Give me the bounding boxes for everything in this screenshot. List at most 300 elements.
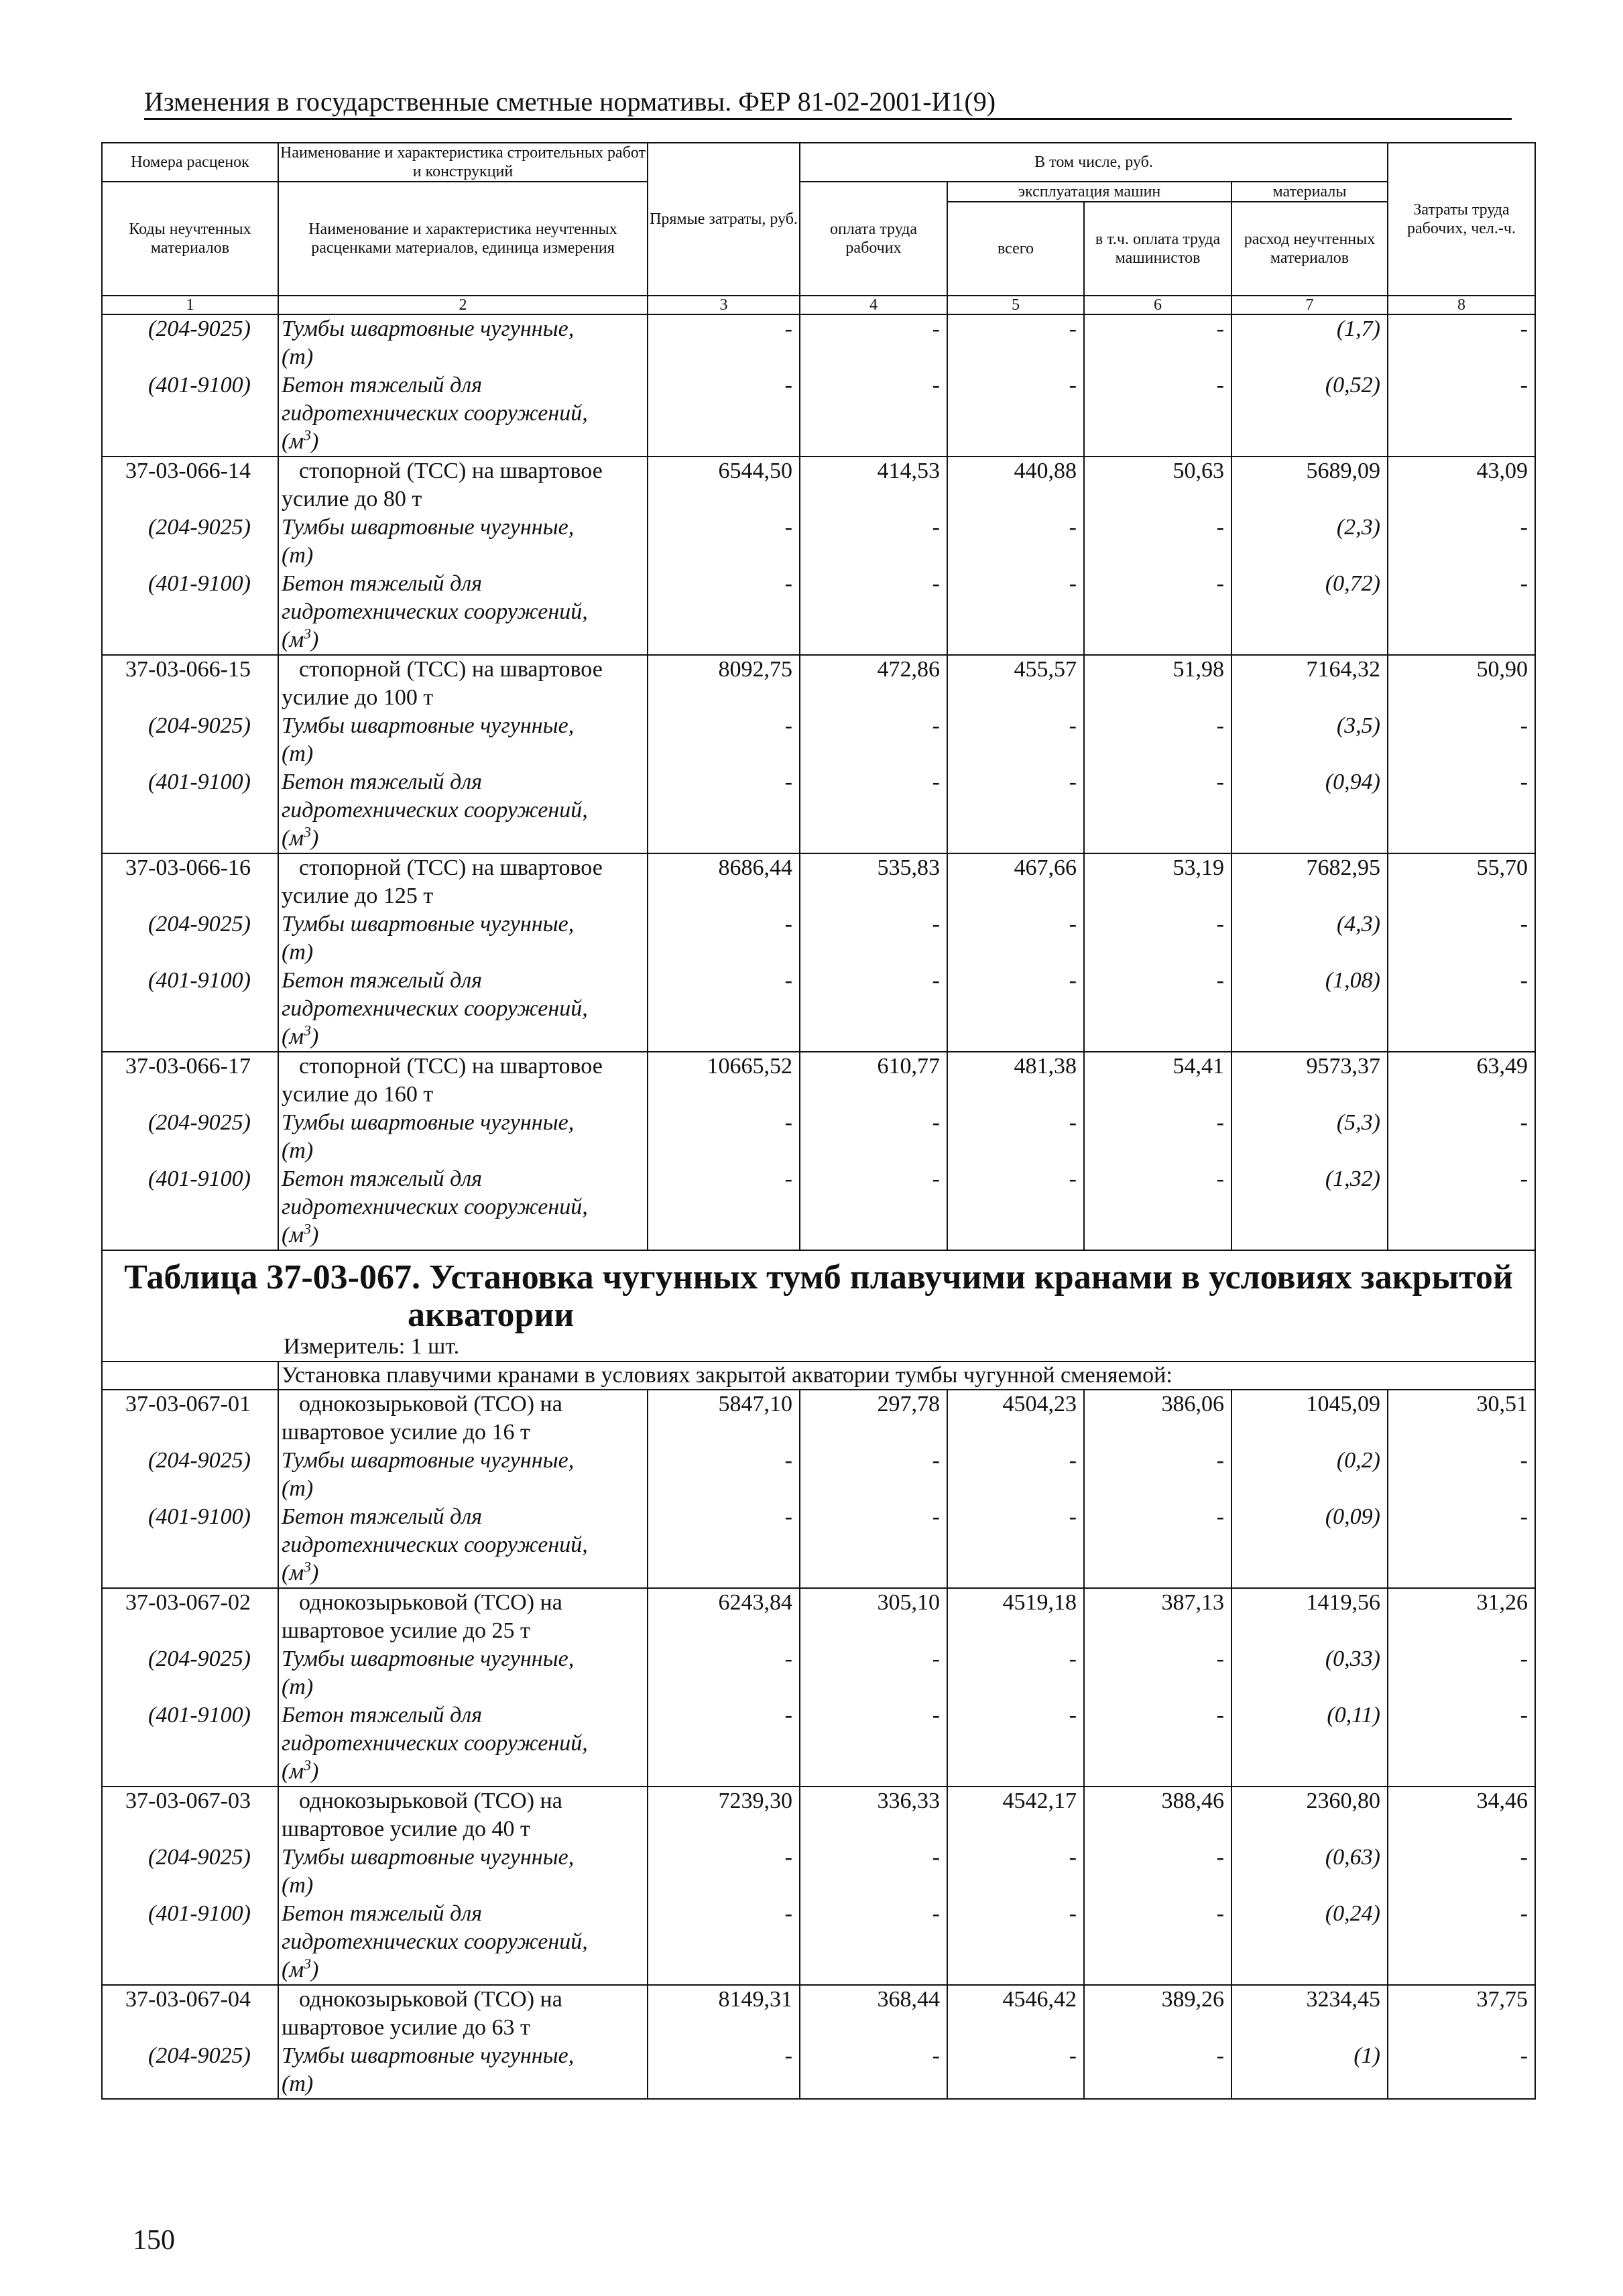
material-row <box>102 1701 1535 1787</box>
value-c6: 50,63 <box>1084 457 1231 513</box>
unit-label: (т) <box>282 1675 314 1699</box>
unit-label: (т) <box>282 345 314 369</box>
rates-table <box>101 142 1536 2100</box>
unit-label: (м <box>282 1024 304 1049</box>
material-description <box>278 1109 648 1165</box>
header-machinist-pay: в т.ч. оплата труда машинистов <box>1084 202 1231 296</box>
description-text: Тумбы швартовные чугунные, <box>282 1110 575 1135</box>
unit-close: ) <box>311 1561 319 1585</box>
value-c3: - <box>648 1844 800 1900</box>
value-c6: - <box>1084 1701 1231 1787</box>
material-code: (401-9100) <box>102 1165 278 1250</box>
material-description <box>278 1900 648 1985</box>
unit-close: ) <box>311 1223 319 1248</box>
material-code: (401-9100) <box>102 371 278 457</box>
unit-label: (м <box>282 429 304 454</box>
page-header: Изменения в государственные сметные нормативы. ФЕР 81-02-2001-И1(9) <box>144 86 1512 120</box>
material-description <box>278 570 648 655</box>
value-c6: 386,06 <box>1084 1390 1231 1447</box>
value-c7: (1,08) <box>1231 967 1388 1052</box>
header-including: В том числе, руб. <box>800 143 1388 182</box>
unit-label: (м <box>282 1957 304 1982</box>
rate-description <box>278 1787 648 1844</box>
value-c7: (0,52) <box>1231 371 1388 457</box>
material-row <box>102 1645 1535 1701</box>
material-description <box>278 712 648 768</box>
description-text: Бетон тяжелый для гидротехнических сооружений, <box>282 968 588 1021</box>
value-c5: - <box>947 1701 1084 1787</box>
unit-close: ) <box>311 1957 319 1982</box>
material-description <box>278 910 648 967</box>
value-c8: 34,46 <box>1388 1787 1535 1844</box>
value-c3: 8149,31 <box>648 1985 800 2042</box>
header-machines-total: всего <box>947 202 1084 296</box>
value-c4: - <box>800 513 947 570</box>
value-c8: 43,09 <box>1388 457 1535 513</box>
cubic-superscript: 3 <box>304 1220 312 1237</box>
value-c4: - <box>800 371 947 457</box>
material-description <box>278 2042 648 2099</box>
value-c8: 50,90 <box>1388 655 1535 712</box>
value-c5: - <box>947 967 1084 1052</box>
material-description <box>278 768 648 853</box>
value-c7: (1) <box>1231 2042 1388 2099</box>
value-c5: - <box>947 910 1084 967</box>
description-text: стопорной (ТСС) на швартовое усилие до 125 т <box>282 855 603 908</box>
value-c3: - <box>648 371 800 457</box>
col-number: 1 <box>102 296 278 314</box>
material-code: (204-9025) <box>102 1645 278 1701</box>
header-material-codes: Коды неучтенных материалов <box>102 182 278 296</box>
value-c7: 1419,56 <box>1231 1588 1388 1645</box>
table-body-066 <box>102 314 1535 1250</box>
material-description <box>278 513 648 570</box>
value-c6: - <box>1084 1900 1231 1985</box>
value-c8: - <box>1388 1503 1535 1588</box>
value-c5: - <box>947 1900 1084 1985</box>
value-c7: (0,63) <box>1231 1844 1388 1900</box>
unit-label: (т) <box>282 1873 314 1898</box>
value-c3: - <box>648 1447 800 1503</box>
value-c7: 3234,45 <box>1231 1985 1388 2042</box>
value-c4: - <box>800 1900 947 1985</box>
value-c5: - <box>947 1844 1084 1900</box>
material-code: (401-9100) <box>102 570 278 655</box>
material-row <box>102 371 1535 457</box>
rate-description <box>278 853 648 910</box>
value-c4: - <box>800 1503 947 1588</box>
description-text: Тумбы швартовные чугунные, <box>282 2043 575 2068</box>
description-text: Тумбы швартовные чугунные, <box>282 1448 575 1473</box>
table-title-block <box>102 1250 1535 1362</box>
material-code: (204-9025) <box>102 314 278 371</box>
cubic-superscript: 3 <box>304 1756 312 1774</box>
cubic-superscript: 3 <box>304 1558 312 1575</box>
material-row <box>102 513 1535 570</box>
value-c4: - <box>800 1701 947 1787</box>
value-c7: 9573,37 <box>1231 1052 1388 1109</box>
material-row <box>102 570 1535 655</box>
value-c8: - <box>1388 1900 1535 1985</box>
value-c8: - <box>1388 712 1535 768</box>
description-text: однокозырьковой (ТСО) на швартовое усилие до 63 т <box>282 1987 562 2040</box>
value-c8: - <box>1388 1701 1535 1787</box>
value-c7: (0,11) <box>1231 1701 1388 1787</box>
header-direct-costs: Прямые затраты, руб. <box>648 143 800 296</box>
value-c7: 7164,32 <box>1231 655 1388 712</box>
unit-label: (т) <box>282 741 314 766</box>
cubic-superscript: 3 <box>304 426 312 444</box>
value-c5: - <box>947 371 1084 457</box>
value-c8: 55,70 <box>1388 853 1535 910</box>
value-c5: 440,88 <box>947 457 1084 513</box>
unit-label: (т) <box>282 543 314 568</box>
unit-label: (т) <box>282 2071 314 2096</box>
value-c6: 387,13 <box>1084 1588 1231 1645</box>
value-c7: (0,2) <box>1231 1447 1388 1503</box>
value-c4: - <box>800 570 947 655</box>
value-c5: - <box>947 570 1084 655</box>
value-c8: - <box>1388 570 1535 655</box>
material-code: (204-9025) <box>102 513 278 570</box>
unit-label: (м <box>282 1759 304 1784</box>
rate-code: 37-03-066-14 <box>102 457 278 513</box>
rate-description <box>278 655 648 712</box>
material-code: (204-9025) <box>102 1109 278 1165</box>
material-row <box>102 768 1535 853</box>
value-c3: 8092,75 <box>648 655 800 712</box>
value-c7: (0,33) <box>1231 1645 1388 1701</box>
material-description <box>278 371 648 457</box>
value-c8: - <box>1388 1447 1535 1503</box>
value-c5: - <box>947 768 1084 853</box>
value-c5: - <box>947 1447 1084 1503</box>
value-c5: - <box>947 1165 1084 1250</box>
value-c4: - <box>800 1844 947 1900</box>
value-c6: - <box>1084 1165 1231 1250</box>
value-c6: - <box>1084 1503 1231 1588</box>
value-c6: - <box>1084 314 1231 371</box>
value-c7: (5,3) <box>1231 1109 1388 1165</box>
unit-close: ) <box>311 826 319 851</box>
value-c7: 7682,95 <box>1231 853 1388 910</box>
col-number: 7 <box>1231 296 1388 314</box>
value-c5: - <box>947 1645 1084 1701</box>
value-c3: - <box>648 2042 800 2099</box>
value-c5: - <box>947 1109 1084 1165</box>
material-code: (401-9100) <box>102 768 278 853</box>
material-row <box>102 1503 1535 1588</box>
value-c5: 4546,42 <box>947 1985 1084 2042</box>
value-c3: 6243,84 <box>648 1588 800 1645</box>
material-description <box>278 1447 648 1503</box>
material-code: (204-9025) <box>102 1844 278 1900</box>
value-c4: 305,10 <box>800 1588 947 1645</box>
value-c6: - <box>1084 1109 1231 1165</box>
value-c8: - <box>1388 1645 1535 1701</box>
value-c5: - <box>947 1503 1084 1588</box>
material-code: (204-9025) <box>102 2042 278 2099</box>
rate-row <box>102 655 1535 712</box>
value-c6: 389,26 <box>1084 1985 1231 2042</box>
value-c7: (2,3) <box>1231 513 1388 570</box>
description-text: стопорной (ТСС) на швартовое усилие до 100 т <box>282 657 603 710</box>
material-row <box>102 1165 1535 1250</box>
description-text: Бетон тяжелый для гидротехнических сооружений, <box>282 1703 588 1756</box>
cubic-superscript: 3 <box>304 625 312 642</box>
value-c3: - <box>648 314 800 371</box>
col-number: 3 <box>648 296 800 314</box>
description-text: Тумбы швартовные чугунные, <box>282 1646 575 1671</box>
table-title: Таблица 37-03-067. Установка чугунных тумб плавучими кранами в условиях закрытой <box>124 1258 1513 1296</box>
rate-row <box>102 1588 1535 1645</box>
value-c6: - <box>1084 1447 1231 1503</box>
unit-close: ) <box>311 1759 319 1784</box>
value-c6: 54,41 <box>1084 1052 1231 1109</box>
value-c6: - <box>1084 513 1231 570</box>
description-text: Тумбы швартовные чугунные, <box>282 515 575 540</box>
value-c7: (0,09) <box>1231 1503 1388 1588</box>
rate-description <box>278 1052 648 1109</box>
value-c3: - <box>648 712 800 768</box>
description-text: стопорной (ТСС) на швартовое усилие до 160 т <box>282 1054 603 1107</box>
value-c3: - <box>648 768 800 853</box>
unit-label: (м <box>282 627 304 652</box>
unit-label: (т) <box>282 1476 314 1501</box>
value-c4: - <box>800 1645 947 1701</box>
value-c4: 336,33 <box>800 1787 947 1844</box>
value-c3: - <box>648 910 800 967</box>
material-row <box>102 910 1535 967</box>
value-c7: (0,72) <box>1231 570 1388 655</box>
value-c3: - <box>648 1503 800 1588</box>
description-text: Бетон тяжелый для гидротехнических сооружений, <box>282 373 588 426</box>
value-c6: 51,98 <box>1084 655 1231 712</box>
value-c6: 53,19 <box>1084 853 1231 910</box>
value-c5: 467,66 <box>947 853 1084 910</box>
header-machines: эксплуатация машин <box>947 182 1231 202</box>
value-c8: 37,75 <box>1388 1985 1535 2042</box>
value-c8: - <box>1388 513 1535 570</box>
value-c6: - <box>1084 910 1231 967</box>
measure-unit: Измеритель: 1 шт. <box>284 1334 460 1359</box>
col-number: 4 <box>800 296 947 314</box>
value-c4: 535,83 <box>800 853 947 910</box>
header-rate-numbers: Номера расценок <box>102 143 278 182</box>
description-text: Тумбы швартовные чугунные, <box>282 912 575 936</box>
value-c3: - <box>648 1645 800 1701</box>
value-c5: - <box>947 513 1084 570</box>
value-c4: - <box>800 314 947 371</box>
value-c4: - <box>800 768 947 853</box>
value-c3: 10665,52 <box>648 1052 800 1109</box>
description-text: однокозырьковой (ТСО) на швартовое усилие до 25 т <box>282 1590 562 1643</box>
value-c6: - <box>1084 967 1231 1052</box>
value-c3: 6544,50 <box>648 457 800 513</box>
value-c6: - <box>1084 371 1231 457</box>
value-c5: 481,38 <box>947 1052 1084 1109</box>
value-c8: 30,51 <box>1388 1390 1535 1447</box>
value-c7: (1,7) <box>1231 314 1388 371</box>
material-row <box>102 712 1535 768</box>
value-c3: 5847,10 <box>648 1390 800 1447</box>
page-number: 150 <box>133 2225 175 2256</box>
rate-row <box>102 457 1535 513</box>
col-number: 6 <box>1084 296 1231 314</box>
rate-code: 37-03-067-03 <box>102 1787 278 1844</box>
unit-close: ) <box>311 1024 319 1049</box>
value-c6: - <box>1084 1844 1231 1900</box>
value-c3: - <box>648 570 800 655</box>
material-description <box>278 314 648 371</box>
value-c3: - <box>648 1701 800 1787</box>
rate-code: 37-03-066-15 <box>102 655 278 712</box>
material-row <box>102 1109 1535 1165</box>
material-code: (401-9100) <box>102 967 278 1052</box>
rate-description <box>278 1588 648 1645</box>
value-c3: - <box>648 513 800 570</box>
value-c8: - <box>1388 910 1535 967</box>
value-c7: (0,94) <box>1231 768 1388 853</box>
value-c8: - <box>1388 2042 1535 2099</box>
value-c7: (1,32) <box>1231 1165 1388 1250</box>
unit-label: (м <box>282 1223 304 1248</box>
material-code: (401-9100) <box>102 1900 278 1985</box>
description-text: Бетон тяжелый для гидротехнических сооружений, <box>282 770 588 823</box>
description-text: Бетон тяжелый для гидротехнических сооружений, <box>282 1504 588 1557</box>
unit-label: (м <box>282 826 304 851</box>
material-description <box>278 1645 648 1701</box>
value-c8: 63,49 <box>1388 1052 1535 1109</box>
value-c4: 368,44 <box>800 1985 947 2042</box>
value-c4: - <box>800 967 947 1052</box>
material-description <box>278 1165 648 1250</box>
col-number: 2 <box>278 296 648 314</box>
unit-close: ) <box>311 627 319 652</box>
description-text: Тумбы швартовные чугунные, <box>282 316 575 341</box>
material-row <box>102 2042 1535 2099</box>
rate-code: 37-03-067-01 <box>102 1390 278 1447</box>
value-c7: (0,24) <box>1231 1900 1388 1985</box>
value-c8: - <box>1388 1844 1535 1900</box>
col-number: 5 <box>947 296 1084 314</box>
material-code: (204-9025) <box>102 712 278 768</box>
header-labor-costs: Затраты труда рабочих, чел.-ч. <box>1388 143 1535 296</box>
unit-label: (т) <box>282 940 314 965</box>
material-code: (204-9025) <box>102 910 278 967</box>
value-c5: 4519,18 <box>947 1588 1084 1645</box>
material-row <box>102 1900 1535 1985</box>
value-c8: - <box>1388 371 1535 457</box>
value-c4: 297,78 <box>800 1390 947 1447</box>
value-c6: - <box>1084 768 1231 853</box>
value-c5: 4542,17 <box>947 1787 1084 1844</box>
value-c7: 2360,80 <box>1231 1787 1388 1844</box>
cubic-superscript: 3 <box>304 823 312 841</box>
value-c8: - <box>1388 1165 1535 1250</box>
section-subheading: Установка плавучими кранами в условиях закрытой акватории тумбы чугунной сменяемой: <box>278 1362 1535 1390</box>
material-row <box>102 1447 1535 1503</box>
rate-row <box>102 853 1535 910</box>
value-c6: 388,46 <box>1084 1787 1231 1844</box>
cubic-superscript: 3 <box>304 1022 312 1039</box>
value-c4: - <box>800 1109 947 1165</box>
description-text: Бетон тяжелый для гидротехнических сооружений, <box>282 1166 588 1219</box>
value-c6: - <box>1084 2042 1231 2099</box>
value-c3: - <box>648 1900 800 1985</box>
value-c4: - <box>800 910 947 967</box>
material-code: (401-9100) <box>102 1503 278 1588</box>
value-c7: 5689,09 <box>1231 457 1388 513</box>
header-material-consumption: расход неучтенных материалов <box>1231 202 1388 296</box>
rate-code: 37-03-066-16 <box>102 853 278 910</box>
value-c5: 455,57 <box>947 655 1084 712</box>
value-c5: - <box>947 712 1084 768</box>
material-row <box>102 967 1535 1052</box>
value-c6: - <box>1084 1645 1231 1701</box>
header-work-name: Наименование и характеристика строительных работ и конструкций <box>278 143 648 182</box>
col-number: 8 <box>1388 296 1535 314</box>
unit-label: (м <box>282 1561 304 1585</box>
value-c3: - <box>648 1109 800 1165</box>
value-c7: (3,5) <box>1231 712 1388 768</box>
value-c7: 1045,09 <box>1231 1390 1388 1447</box>
value-c4: - <box>800 1447 947 1503</box>
description-text: однокозырьковой (ТСО) на швартовое усилие до 16 т <box>282 1392 562 1445</box>
value-c5: - <box>947 314 1084 371</box>
rate-description <box>278 457 648 513</box>
value-c3: 7239,30 <box>648 1787 800 1844</box>
description-text: Тумбы швартовные чугунные, <box>282 1845 575 1870</box>
value-c3: - <box>648 967 800 1052</box>
value-c7: (4,3) <box>1231 910 1388 967</box>
material-row <box>102 314 1535 371</box>
material-description <box>278 1701 648 1787</box>
rate-code: 37-03-066-17 <box>102 1052 278 1109</box>
value-c4: 610,77 <box>800 1052 947 1109</box>
header-worker-pay: оплата труда рабочих <box>800 182 947 296</box>
rate-code: 37-03-067-02 <box>102 1588 278 1645</box>
value-c5: 4504,23 <box>947 1390 1084 1447</box>
value-c6: - <box>1084 570 1231 655</box>
header-material-name: Наименование и характеристика неучтенных расценками материалов, единица измерения <box>278 182 648 296</box>
material-code: (401-9100) <box>102 1701 278 1787</box>
rate-row <box>102 1985 1535 2042</box>
value-c3: - <box>648 1165 800 1250</box>
material-code: (204-9025) <box>102 1447 278 1503</box>
value-c8: - <box>1388 967 1535 1052</box>
rate-row <box>102 1052 1535 1109</box>
value-c4: - <box>800 2042 947 2099</box>
material-row <box>102 1844 1535 1900</box>
description-text: Тумбы швартовные чугунные, <box>282 713 575 738</box>
cubic-superscript: 3 <box>304 1955 312 1972</box>
value-c6: - <box>1084 712 1231 768</box>
rate-code: 37-03-067-04 <box>102 1985 278 2042</box>
description-text: однокозырьковой (ТСО) на швартовое усилие до 40 т <box>282 1789 562 1841</box>
material-description <box>278 1844 648 1900</box>
unit-close: ) <box>311 429 319 454</box>
rate-row <box>102 1390 1535 1447</box>
value-c8: - <box>1388 768 1535 853</box>
rate-description <box>278 1985 648 2042</box>
material-description <box>278 1503 648 1588</box>
rate-description <box>278 1390 648 1447</box>
value-c4: - <box>800 712 947 768</box>
value-c8: - <box>1388 314 1535 371</box>
description-text: стопорной (ТСС) на швартовое усилие до 80 т <box>282 459 603 511</box>
value-c4: - <box>800 1165 947 1250</box>
